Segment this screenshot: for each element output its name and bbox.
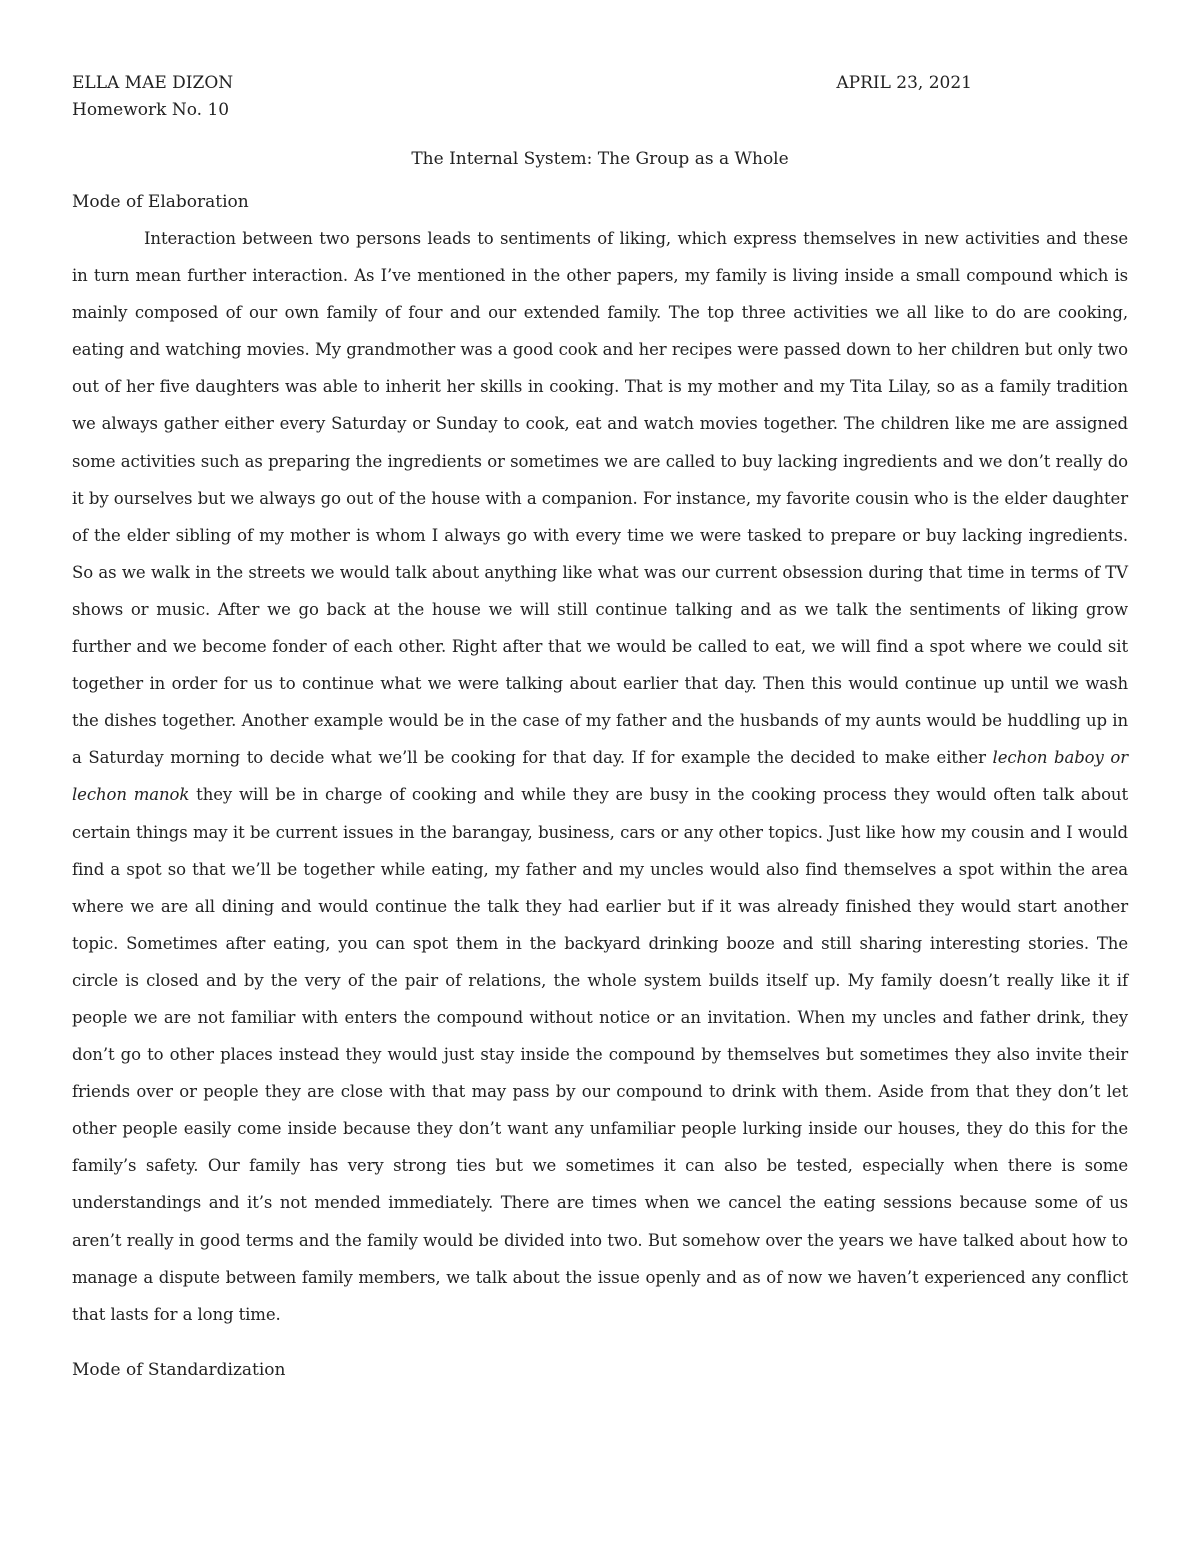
document-page — [72, 70, 1128, 1384]
body-paragraph — [72, 220, 1128, 1333]
paragraph-text-part-2: they will be in charge of cooking and while they are busy in the cooking process they would often talk about certain things may it be current issues in the barangay, business, cars or any other topics. Just like how my cousin and I would find a spot so that we’ll be together while eating, my father and my uncles would also find themselves a spot within the area where we are all dining and would continue the talk they had earlier but if it was already finished they would start another topic. Sometimes after eating, you can spot them in the backyard drinking booze and still sharing interesting stories. The circle is closed and by the very of the pair of relations, the whole system builds itself up. My family doesn’t really like it if people we are not familiar with enters the compound without notice or an invitation. When my uncles and father drink, they don’t go to other places instead they would just stay inside the compound by themselves but sometimes they also invite their friends over or people they are close with that may pass by our compound to drink with them. Aside from that they don’t let other people easily come inside because they don’t want any unfamiliar people lurking inside our houses, they do this for the family’s safety. Our family has very strong ties but we sometimes it can also be tested, especially when there is some understandings and it’s not mended immediately. There are times when we cancel the eating sessions because some of us aren’t really in good terms and the family would be divided into two. But somehow over the years we have talked about how to manage a dispute between family members, we talk about the issue openly and as of now we haven’t experienced any conflict that lasts for a long time. — [72, 785, 1128, 1324]
section-heading-standardization: Mode of Standardization — [72, 1359, 286, 1380]
assignment-label: Homework No. 10 — [72, 100, 230, 120]
document-date: APRIL 23, 2021 — [836, 73, 972, 93]
paragraph-italic-text: lechon baboy or lechon manok — [72, 748, 1128, 805]
section-heading-elaboration: Mode of Elaboration — [72, 192, 249, 212]
paragraph-text-part-1: Interaction between two persons leads to sentiments of liking, which express themselves in new activities and these in turn mean further interaction. As I’ve mentioned in the other papers, my family is living inside a small compound which is mainly composed of our own family of four and our extended family. The top three activities we all like to do are cooking, eating and watching movies. My grandmother was a good cook and her recipes were passed down to her children but only two out of her five daughters was able to inherit her skills in cooking. That is my mother and my Tita Lilay, so as a family tradition we always gather either every Saturday or Sunday to cook, eat and watch movies together. The children like me are assigned some activities such as preparing the ingredients or sometimes we are called to buy lacking ingredients and we don’t really do it by ourselves but we always go out of the house with a companion. For instance, my favorite cousin who is the elder daughter of the elder sibling of my mother is whom I always go with every time we were tasked to prepare or buy lacking ingredients. So as we walk in the streets we would talk about anything like what was our current obsession during that time in terms of TV shows or music. After we go back at the house we will still continue talking and as we talk the sentiments of liking grow further and we become fonder of each other. Right after that we would be called to eat, we will find a spot where we could sit together in order for us to continue what we were talking about earlier that day. Then this would continue up until we wash the dishes together. Another example would be in the case of my father and the husbands of my aunts would be huddling up in a Saturday morning to decide what we’ll be cooking for that day. If for example the decided to make either — [72, 229, 1128, 768]
header-row — [72, 70, 972, 97]
author-name: ELLA MAE DIZON — [72, 73, 234, 93]
document-title: The Internal System: The Group as a Whole — [411, 149, 789, 169]
